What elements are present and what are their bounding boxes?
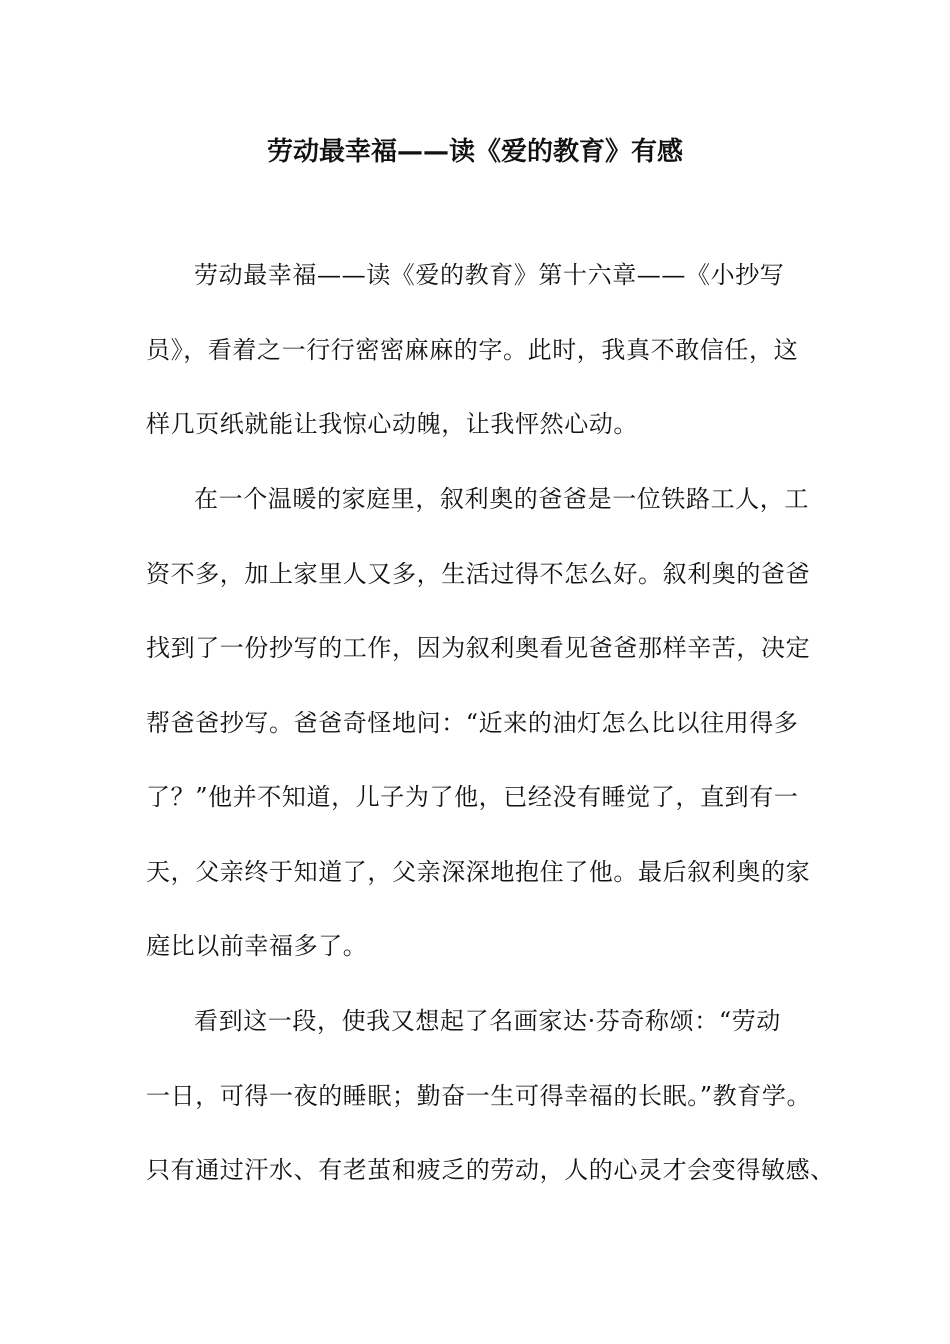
paragraph-2-line-5: 了？”他并不知道，儿子为了他，已经没有睡觉了，直到有一 xyxy=(146,783,799,811)
document-title: 劳动最幸福——读《爱的教育》有感 xyxy=(266,137,683,167)
paragraph-3-line-1: 看到这一段，使我又想起了名画家达·芬奇称颂：“劳动 xyxy=(194,1007,781,1035)
paragraph-2-line-2: 资不多，加上家里人又多，生活过得不怎么好。叙利奥的爸爸 xyxy=(146,560,811,588)
paragraph-1-line-2: 员》，看着之一行行密密麻麻的字。此时，我真不敢信任，这 xyxy=(146,336,799,364)
paragraph-3-line-3: 只有通过汗水、有老茧和疲乏的劳动，人的心灵才会变得敏感、 xyxy=(146,1156,835,1184)
paragraph-1-line-3: 样几页纸就能让我惊心动魄，让我怦然心动。 xyxy=(146,410,638,438)
paragraph-2-line-7: 庭比以前幸福多了。 xyxy=(146,932,368,960)
paragraph-2-line-4: 帮爸爸抄写。爸爸奇怪地问：“近来的油灯怎么比以往用得多 xyxy=(146,709,799,737)
paragraph-2-line-6: 天，父亲终于知道了，父亲深深地抱住了他。最后叙利奥的家 xyxy=(146,858,811,886)
paragraph-2-line-3: 找到了一份抄写的工作，因为叙利奥看见爸爸那样辛苦，决定 xyxy=(146,634,811,662)
paragraph-3-line-2: 一日，可得一夜的睡眠；勤奋一生可得幸福的长眠。”教育学。 xyxy=(146,1082,812,1110)
paragraph-1-line-1: 劳动最幸福——读《爱的教育》第十六章——《小抄写 xyxy=(194,261,785,289)
paragraph-2-line-1: 在一个温暖的家庭里，叙利奥的爸爸是一位铁路工人，工 xyxy=(194,485,809,513)
